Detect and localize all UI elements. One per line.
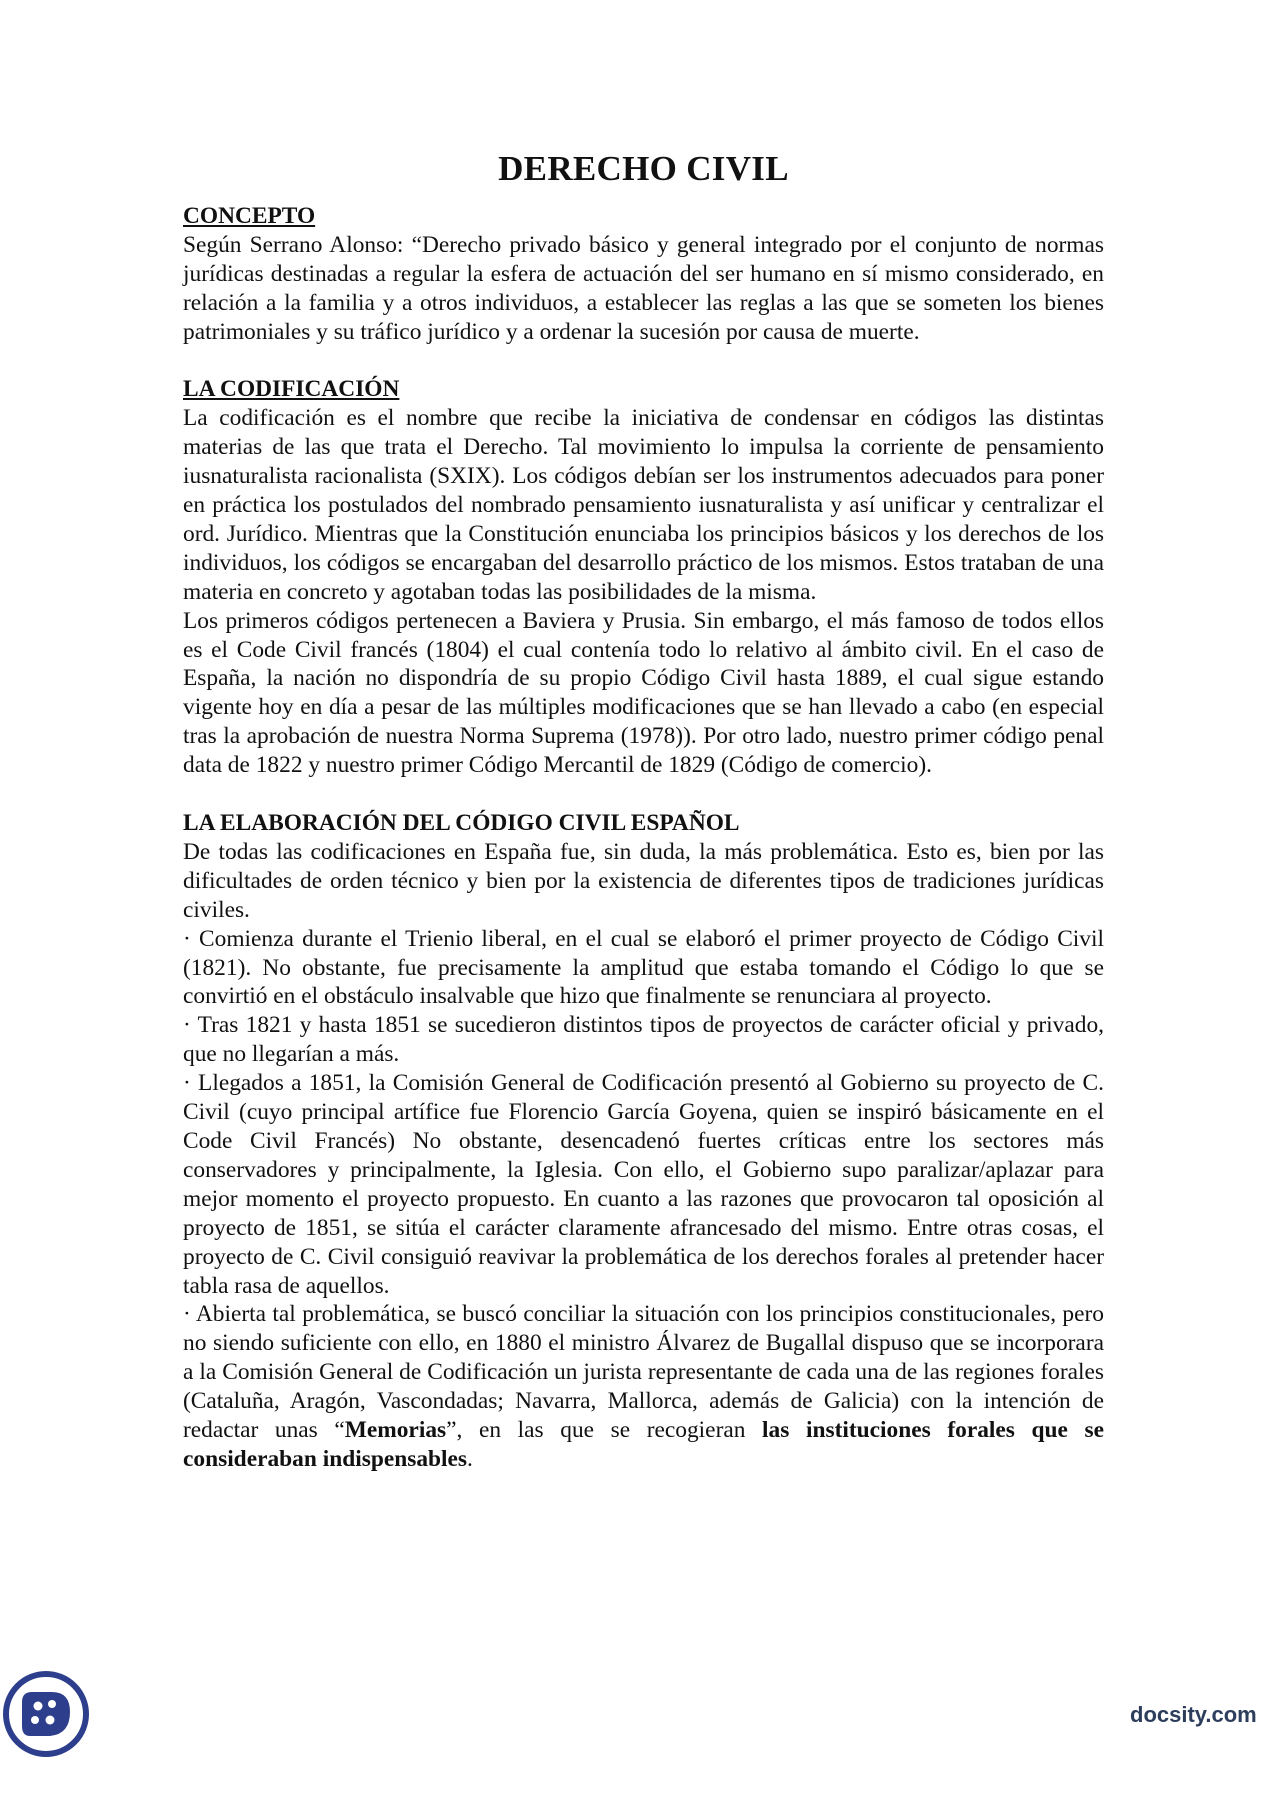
elaboracion-paragraph-1: De todas las codificaciones en España fue, sin duda, la más problemática. Esto es, bien por las dificultades de orden técnico y bien por la existencia de diferentes tipos de tradiciones jurídicas civiles. — [183, 838, 1104, 923]
section-heading-concepto: CONCEPTO — [183, 203, 316, 229]
document-page — [183, 148, 1104, 1503]
section-elaboracion — [183, 809, 1104, 1474]
elaboracion-paragraph-2: · Comienza durante el Trienio liberal, en el cual se elaboró el primer proyecto de Código Civil (1821). No obstante, fue precisamente la amplitud que estaba tomando el Código lo que se convirtió en el obstáculo insalvable que hizo que finalmente se renunciara al proyecto. — [183, 925, 1104, 1010]
section-codificacion — [183, 375, 1104, 780]
paragraph-text: · Abierta tal problemática, se buscó conciliar la situación con los principios constitucionales, pero no siendo suficiente con ello, en 1880 el ministro Álvarez de Bugallal dispuso que se incorporara a la Comisión General de Codificación un jurista representante de cada una de las regiones forales (Cataluña, Aragón, Vascondadas; Navarra, Mallorca, además de Galicia) con la intención de redactar unas “ — [183, 1301, 1104, 1444]
section-concepto — [183, 202, 1104, 347]
footer-brand-link[interactable]: docsity.com — [1130, 1702, 1257, 1727]
elaboracion-paragraph-5 — [183, 1300, 1104, 1473]
concepto-paragraph: Según Serrano Alonso: “Derecho privado básico y general integrado por el conjunto de normas jurídicas destinadas a regular la esfera de actuación del ser humano en sí mismo considerado, en relación a la familia y a otros individuos, a establecer las reglas a las que se someten los bienes patrimoniales y su tráfico jurídico y a ordenar la sucesión por causa de muerte. — [183, 231, 1104, 345]
elaboracion-paragraph-3: · Tras 1821 y hasta 1851 se sucedieron distintos tipos de proyectos de carácter oficial y privado, que no llegarían a más. — [183, 1012, 1104, 1068]
document-title: DERECHO CIVIL — [498, 149, 789, 188]
docsity-logo-icon[interactable] — [0, 1668, 92, 1760]
section-heading-elaboracion: LA ELABORACIÓN DEL CÓDIGO CIVIL ESPAÑOL — [183, 810, 740, 836]
elaboracion-paragraph-4: · Llegados a 1851, la Comisión General de Codificación presentó al Gobierno su proyecto de C. Civil (cuyo principal artífice fue Florencio García Goyena, quien se inspiró básicamente en el Code Civil Francés) No obstante, desencadenó fuertes críticas entre los sectores más conservadores y principalmente, la Iglesia. Con ello, el Gobierno supo paralizar/aplazar para mejor momento el proyecto propuesto. En cuanto a las razones que provocaron tal oposición al proyecto de 1851, se sitúa el carácter claramente afrancesado del mismo. Entre otras cosas, el proyecto de C. Civil consiguió reavivar la problemática de los derechos forales al pretender hacer tabla rasa de aquellos. — [183, 1070, 1104, 1299]
codificacion-paragraph-2: Los primeros códigos pertenecen a Baviera y Prusia. Sin embargo, el más famoso de todos ellos es el Code Civil francés (1804) el cual contenía todo lo relativo al ámbito civil. En el caso de España, la nación no dispondría de su propio Código Civil hasta 1889, el cual sigue estando vigente hoy en día a pesar de las múltiples modificaciones que se han llevado a cabo (en especial tras la aprobación de nuestra Norma Suprema (1978)). Por otro lado, nuestro primer código penal data de 1822 y nuestro primer Código Mercantil de 1829 (Código de comercio). — [183, 607, 1104, 779]
section-heading-codificacion: LA CODIFICACIÓN — [183, 376, 400, 403]
bold-memorias: Memorias — [344, 1417, 447, 1444]
paragraph-text: . — [467, 1445, 473, 1472]
paragraph-text: ”, en las que se recogieran — [446, 1417, 763, 1444]
bold-instituciones: las instituciones forales que se consideraban indispensables — [183, 1417, 1104, 1472]
codificacion-paragraph-1: La codificación es el nombre que recibe la iniciativa de condensar en códigos las distintas materias de las que trata el Derecho. Tal movimiento lo impulsa la corriente de pensamiento iusnaturalista racionalista (SXIX). Los códigos debían ser los instrumentos adecuados para poner en práctica los postulados del nombrado pensamiento iusnaturalista y así unificar y centralizar el ord. Jurídico. Mientras que la Constitución enunciaba los principios básicos y los derechos de los individuos, los códigos se encargaban del desarrollo práctico de los mismos. Estos trataban de una materia en concreto y agotaban todas las posibilidades de la misma. — [183, 405, 1104, 605]
